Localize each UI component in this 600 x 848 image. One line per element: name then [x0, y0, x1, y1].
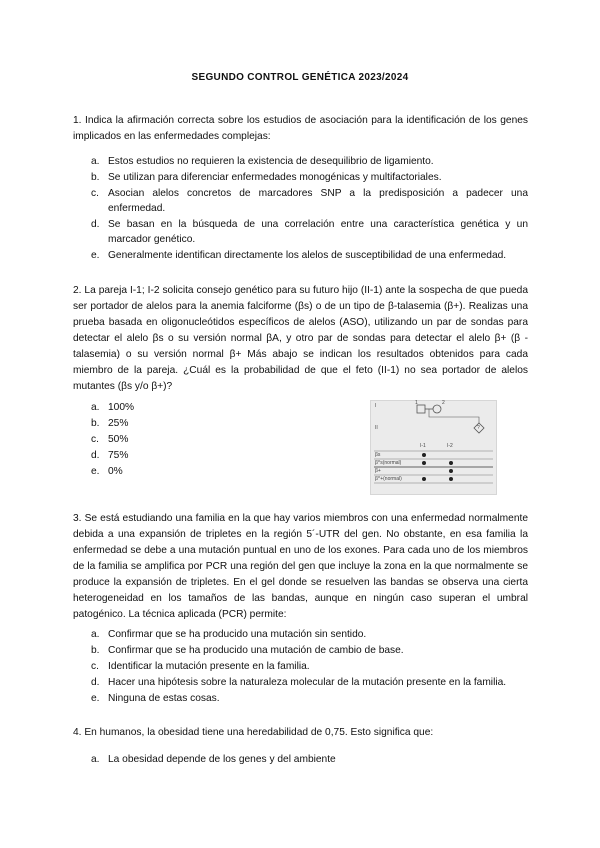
question-3-option-c: c. Identificar la mutación presente en la familia. — [91, 661, 310, 672]
question-1-option-b: b. Se utilizan para diferenciar enfermedades monogénicas y multifactoriales. — [91, 172, 442, 183]
question-1-option-d: d. Se basan en la búsqueda de una correlación entre una característica genética y un marcador genético. — [91, 219, 528, 245]
aso-dot-i1-bs-normal — [422, 461, 426, 465]
generation-i-label: I — [375, 403, 377, 409]
aso-dot-i2-bs-normal — [449, 461, 453, 465]
question-3-option-b: b. Confirmar que se ha producido una mutación de cambio de base. — [91, 645, 404, 656]
column-i2-label: I-2 — [447, 443, 453, 449]
question-3-options — [91, 627, 528, 707]
question-2-option-d: d. 75% — [91, 450, 129, 461]
question-1-option-a: a. Estos estudios no requieren la existencia de desequilibrio de ligamiento. — [91, 156, 434, 167]
generation-ii-label: II — [375, 425, 378, 431]
question-3-option-d: d. Hacer una hipótesis sobre la naturaleza molecular de la mutación presente en la familia. — [91, 677, 507, 688]
aso-dot-i2-bplus — [449, 469, 453, 473]
question-2-option-a: a. 100% — [91, 402, 135, 413]
question-3-option-a: a. Confirmar que se ha producido una mutación sin sentido. — [91, 629, 367, 640]
row-bs-normal-label: β^s(normal) — [375, 460, 402, 466]
question-4-options — [91, 752, 528, 768]
pedigree-female-i2 — [433, 405, 441, 413]
column-i1-label: I-1 — [420, 443, 426, 449]
question-1-stem: 1. Indica la afirmación correcta sobre los estudios de asociación para la identificación de los genes implicados en las enfermedades complejas: — [73, 115, 528, 142]
question-2-options — [91, 400, 211, 480]
row-bplus-label: β+ — [375, 468, 381, 474]
pedigree-male-i1 — [417, 405, 425, 413]
question-1-option-e: e. Generalmente identifican directamente los alelos de susceptibilidad de una enfermedad. — [91, 250, 507, 261]
row-bs-label: βs — [375, 452, 381, 458]
pedigree-aso-figure — [370, 400, 497, 495]
question-3-stem: 3. Se está estudiando una familia en la que hay varios miembros con una enfermedad normalmente debida a una expansión de tripletes en la región 5´-UTR del gen. No obstante, en esa familia la enfermedad se debe a una mutación puntual en uno de los exones. Para cada uno de los miembros de la familia se amplifica por PCR una región del gen que incluye la zona en la que normalmente se produce la expansión de tripletes. En el gel donde se resuelven las bandas se observa una cierta heterogeneidad en los tamaños de las bandas, aunque en ningún caso superan el umbral patogénico. La técnica aplicada (PCR) permite: — [73, 513, 528, 620]
aso-dot-i1-bplus-normal — [422, 477, 426, 481]
fetus-label: ? — [477, 425, 480, 431]
page-title: SEGUNDO CONTROL GENÉTICA 2023/2024 — [191, 72, 409, 83]
question-1-options — [91, 154, 528, 264]
question-2-option-b: b. 25% — [91, 418, 129, 429]
question-2-stem: 2. La pareja I-1; I-2 solicita consejo genético para su futuro hijo (II-1) ante la sospecha de que pueda ser portador de alelos para la anemia falciforme (βs) o de un tipo de β-talasemia (β+). Realizas una prueba basada en oligonucleótidos específicos de alelos (ASO), utilizando un par de sondas para detectar el alelo βs o su versión normal βA, y otro par de sondas para detectar el alelo β+ (β -talasemia) o su versión normal β+ Más abajo se indican los resultados obtenidos para cada miembro de la pareja. ¿Cuál es la probabilidad de que el feto (II-1) no sea portador de alelos mutantes (βs y/o β+)? — [73, 285, 528, 392]
question-1-option-c: c. Asocian alelos concretos de marcadores SNP a la predisposición a padecer una enfermedad. — [91, 188, 528, 214]
question-2-option-c: c. 50% — [91, 434, 129, 445]
individual-1-label: 1 — [415, 400, 418, 406]
question-4-stem: 4. En humanos, la obesidad tiene una heredabilidad de 0,75. Esto significa que: — [73, 727, 434, 738]
question-3-option-e: e. Ninguna de estas cosas. — [91, 693, 220, 704]
row-bplus-normal-label: β^+(normal) — [375, 476, 402, 482]
aso-dot-i1-bs — [422, 453, 426, 457]
individual-2-label: 2 — [442, 400, 445, 406]
aso-dot-i2-bplus-normal — [449, 477, 453, 481]
question-2-option-e: e. 0% — [91, 466, 123, 477]
pedigree-descent-line — [429, 409, 479, 423]
question-4-option-a: a. La obesidad depende de los genes y del ambiente — [91, 754, 336, 765]
